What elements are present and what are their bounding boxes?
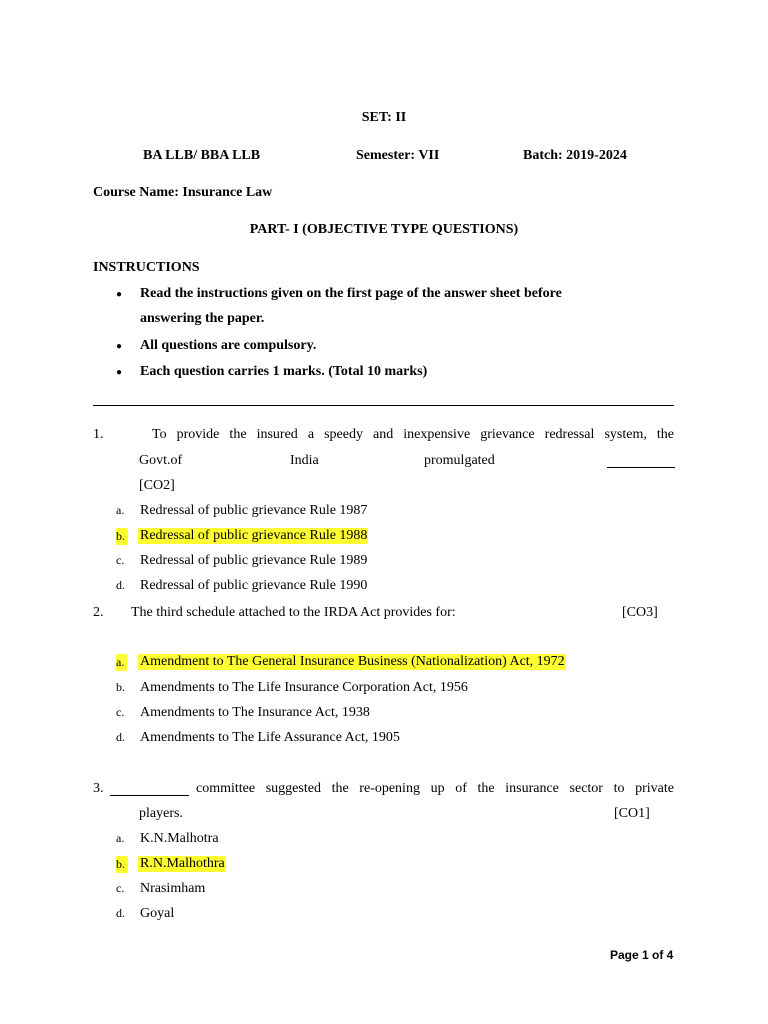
option-letter: a.	[116, 503, 125, 517]
answer-blank	[110, 783, 189, 801]
question-text-word: India	[290, 453, 319, 468]
instruction-item: All questions are compulsory.	[140, 338, 317, 353]
answer-blank	[607, 455, 675, 473]
bullet-icon: ●	[116, 367, 123, 378]
instructions-title: INSTRUCTIONS	[93, 260, 200, 275]
option-text: Amendments to The Insurance Act, 1938	[140, 705, 370, 720]
option-letter: b.	[116, 680, 125, 694]
option-letter: c.	[116, 881, 125, 895]
question-number: 1.	[93, 427, 104, 442]
question-number: 2.	[93, 605, 104, 620]
option-text: Nrasimham	[140, 881, 206, 896]
program-label: BA LLB/ BBA LLB	[143, 148, 261, 163]
option-text: Redressal of public grievance Rule 1990	[140, 578, 368, 593]
course-name: Course Name: Insurance Law	[93, 185, 273, 200]
page-number: Page 1 of 4	[610, 948, 674, 962]
option-text-highlighted: Amendment to The General Insurance Business (Nationalization) Act, 1972	[140, 654, 565, 669]
option-text-highlighted: R.N.Malhothra	[140, 856, 225, 871]
question-text: The third schedule attached to the IRDA Act provides for:	[131, 605, 456, 620]
option-text: Goyal	[140, 906, 175, 921]
option-letter: d.	[116, 906, 125, 920]
batch-label: Batch: 2019-2024	[523, 148, 627, 163]
course-outcome-tag: [CO3]	[622, 605, 658, 620]
option-text-highlighted: Redressal of public grievance Rule 1988	[140, 528, 368, 543]
set-label: SET: II	[361, 110, 407, 125]
question-text: committee suggested the re-opening up of the insurance sector to private	[196, 781, 674, 796]
bullet-icon: ●	[116, 341, 123, 352]
divider	[93, 405, 674, 406]
instruction-item: Read the instructions given on the first page of the answer sheet before	[140, 286, 562, 301]
question-number: 3.	[93, 781, 104, 796]
option-letter: c.	[116, 705, 125, 719]
question-text: To provide the insured a speedy and inexpensive grievance redressal system, the	[152, 427, 674, 442]
option-text: K.N.Malhotra	[140, 831, 219, 846]
course-outcome-tag: [CO1]	[614, 806, 650, 821]
course-outcome-tag: [CO2]	[139, 478, 175, 493]
part-title: PART- I (OBJECTIVE TYPE QUESTIONS)	[249, 222, 519, 237]
option-letter: c.	[116, 553, 125, 567]
option-text: Redressal of public grievance Rule 1989	[140, 553, 368, 568]
question-text-continued: players.	[139, 806, 183, 821]
semester-label: Semester: VII	[356, 148, 440, 163]
option-letter-highlighted: b.	[116, 528, 128, 545]
instruction-item-continued: answering the paper.	[140, 311, 265, 326]
option-letter: a.	[116, 831, 125, 845]
option-text: Redressal of public grievance Rule 1987	[140, 503, 368, 518]
option-text: Amendments to The Life Insurance Corporation Act, 1956	[140, 680, 468, 695]
question-text-word: Govt.of	[139, 453, 183, 468]
option-letter: d.	[116, 730, 125, 744]
option-letter-highlighted: b.	[116, 856, 128, 873]
option-letter-highlighted: a.	[116, 654, 127, 671]
option-letter: d.	[116, 578, 125, 592]
option-text: Amendments to The Life Assurance Act, 1905	[140, 730, 400, 745]
question-text-word: promulgated	[424, 453, 495, 468]
bullet-icon: ●	[116, 289, 123, 300]
instruction-item: Each question carries 1 marks. (Total 10 marks)	[140, 364, 428, 379]
